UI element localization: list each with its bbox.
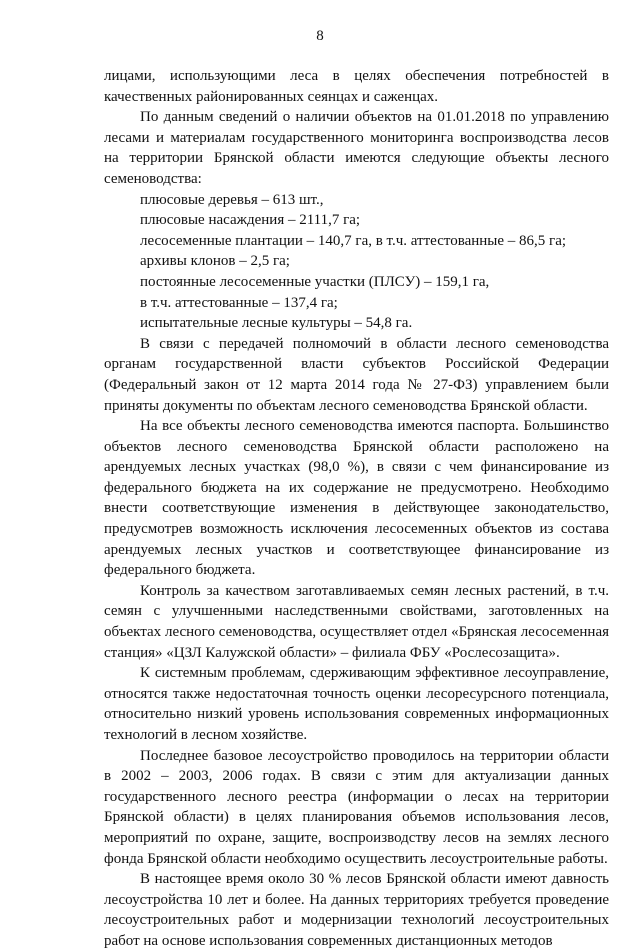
list-item: лесосеменные плантации – 140,7 га, в т.ч. аттестованные – 86,5 га; <box>140 232 567 249</box>
list-item: постоянные лесосеменные участки (ПЛСУ) – 159,1 га, <box>140 273 490 290</box>
paragraph: По данным сведений о наличии объектов на 01.01.2018 по управлению лесами и материалам государственного мониторинга воспроизводства лесов на территории Брянской области имеются следующие объекты лесного семеноводства: <box>104 109 609 187</box>
paragraph: В настоящее время около 30 % лесов Брянской области имеют давность лесоустройства 10 лет и более. На данных территориях требуется проведение лесоустроительных работ и модернизации технологий лесоустроительных работ на основе использования современных дистанционных методов <box>104 871 609 949</box>
paragraph: Последнее базовое лесоустройство проводилось на территории области в 2002 – 2003, 2006 годах. В связи с этим для актуализации данных государственного лесного реестра (информации о лесах на территории Брянской области) в целях планирования объемов использования лесов, мероприятий по охране, защите, воспроизводству лесов на землях лесного фонда Брянской области необходимо осуществить лесоустроительные работы. <box>104 747 609 867</box>
page-number: 8 <box>316 28 324 44</box>
paragraph: Контроль за качеством заготавливаемых семян лесных растений, в т.ч. семян с улучшенными наследственными свойствами, заготовленных на объектах лесного семеноводства, осуществляет отдел «Брянская лесосеменная станция» «ЦЗЛ Калужской области» – филиала ФБУ «Рослесозащита». <box>104 582 609 661</box>
list-item: в т.ч. аттестованные – 137,4 га; <box>140 294 338 311</box>
list-item: архивы клонов – 2,5 га; <box>140 253 290 270</box>
paragraph: В связи с передачей полномочий в области лесного семеноводства органам государственной власти субъектов Российской Федерации (Федеральный закон от 12 марта 2014 года № 27-ФЗ) управлением были приняты документы по объектам лесного семеноводства Брянской области. <box>104 335 609 414</box>
list-item: плюсовые деревья – 613 шт., <box>140 191 324 208</box>
list-item: плюсовые насаждения – 2111,7 га; <box>140 212 361 229</box>
paragraph: К системным проблемам, сдерживающим эффективное лесоуправление, относятся также недостаточная точность оценки лесоресурсного потенциала, относительно низкий уровень использования современных информационных технологий в лесном хозяйстве. <box>104 665 609 743</box>
document-body <box>104 66 609 952</box>
list-item: испытательные лесные культуры – 54,8 га. <box>140 315 413 332</box>
paragraph: На все объекты лесного семеноводства имеются паспорта. Большинство объектов лесного семеноводства Брянской области расположено на арендуемых лесных участках (98,0 %), в связи с чем финансирование из федерального бюджета на их содержание не предусмотрено. Необходимо внести соответствующие изменения в действующее законодательство, предусмотрев возможность исключения лесосеменных объектов из состава арендуемых лесных участков и соответствующее финансирование из федерального бюджета. <box>104 418 609 579</box>
paragraph: лицами, использующими леса в целях обеспечения потребностей в качественных районированных сеянцах и саженцах. <box>104 68 609 105</box>
seed-objects-list <box>104 190 609 334</box>
